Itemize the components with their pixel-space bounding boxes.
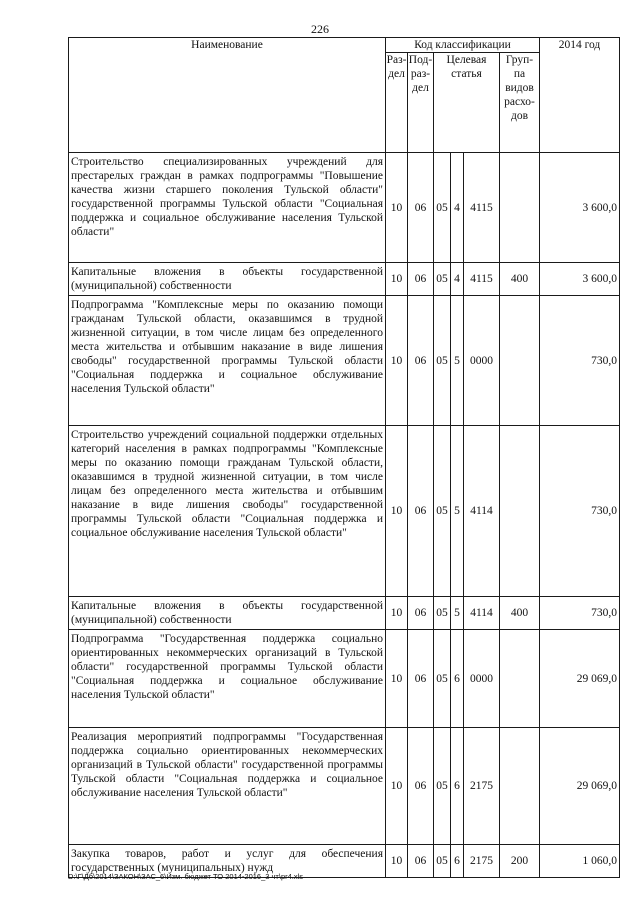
header-razdel: Раз- дел [386, 53, 408, 153]
row-cs-subprogram: 6 [451, 728, 464, 845]
row-cs-program: 05 [434, 296, 451, 426]
table-row [69, 153, 620, 263]
row-vid-rashodov [500, 728, 540, 845]
row-vid-rashodov [500, 630, 540, 728]
row-podrazdel: 06 [408, 426, 434, 597]
row-vid-rashodov [500, 296, 540, 426]
row-vid-rashodov [500, 426, 540, 597]
row-amount: 730,0 [540, 597, 620, 630]
file-path-footer: D:\Г\Дб\2014\ЗАКОН\ЗАС_6\Изм. бюджет ТО 2014-2016_3 чт\pr4.xls [68, 872, 304, 881]
row-cs-subprogram: 6 [451, 630, 464, 728]
page-number: 226 [311, 22, 329, 36]
table-row [69, 597, 620, 630]
row-cs-program: 05 [434, 426, 451, 597]
row-name: Капитальные вложения в объекты государственной (муниципальной) собственности [69, 263, 386, 296]
row-cs-subprogram: 4 [451, 153, 464, 263]
row-cs-direction: 0000 [464, 296, 500, 426]
row-podrazdel: 06 [408, 153, 434, 263]
row-podrazdel: 06 [408, 728, 434, 845]
header-celevaya-statya: Целевая статья [434, 53, 500, 153]
row-cs-subprogram: 4 [451, 263, 464, 296]
row-name: Подпрограмма "Государственная поддержка социально ориентированных некоммерческих организаций в Тульской области" государственной программы Тульской области "Социальная поддержка и социальное обслуживание населения Тульской области" [69, 630, 386, 728]
header-year: 2014 год [540, 38, 620, 153]
row-podrazdel: 06 [408, 263, 434, 296]
row-name: Реализация мероприятий подпрограммы "Государственная поддержка социально ориентированных некоммерческих организаций в Тульской области" государственной программы Тульской области "Социальная поддержка и социальное обслуживание населения Тульской области" [69, 728, 386, 845]
row-razdel: 10 [386, 845, 408, 878]
row-cs-subprogram: 5 [451, 597, 464, 630]
row-vid-rashodov: 400 [500, 263, 540, 296]
row-name: Закупка товаров, работ и услуг для обеспечения государственных (муниципальных) нужд [69, 845, 386, 878]
row-razdel: 10 [386, 153, 408, 263]
row-amount: 29 069,0 [540, 630, 620, 728]
row-razdel: 10 [386, 597, 408, 630]
row-amount: 730,0 [540, 296, 620, 426]
row-cs-subprogram: 5 [451, 426, 464, 597]
row-cs-program: 05 [434, 630, 451, 728]
table-row [69, 630, 620, 728]
row-vid-rashodov: 400 [500, 597, 540, 630]
row-cs-direction: 4115 [464, 153, 500, 263]
row-podrazdel: 06 [408, 296, 434, 426]
row-cs-program: 05 [434, 153, 451, 263]
row-amount: 3 600,0 [540, 153, 620, 263]
header-gruppa-vidov: Груп- па видов расхо- дов [500, 53, 540, 153]
row-razdel: 10 [386, 728, 408, 845]
row-cs-direction: 4114 [464, 426, 500, 597]
row-cs-program: 05 [434, 263, 451, 296]
row-cs-direction: 0000 [464, 630, 500, 728]
table-row [69, 728, 620, 845]
row-cs-program: 05 [434, 597, 451, 630]
row-razdel: 10 [386, 296, 408, 426]
row-amount: 3 600,0 [540, 263, 620, 296]
row-amount: 730,0 [540, 426, 620, 597]
row-cs-direction: 4115 [464, 263, 500, 296]
header-classification-code: Код классификации [386, 38, 540, 53]
row-podrazdel: 06 [408, 630, 434, 728]
row-cs-direction: 2175 [464, 728, 500, 845]
row-vid-rashodov [500, 153, 540, 263]
row-amount: 1 060,0 [540, 845, 620, 878]
row-cs-direction: 2175 [464, 845, 500, 878]
row-podrazdel: 06 [408, 845, 434, 878]
table-row [69, 426, 620, 597]
table-row [69, 296, 620, 426]
row-razdel: 10 [386, 426, 408, 597]
header-name: Наименование [69, 38, 386, 153]
header-row-top [69, 38, 620, 53]
row-cs-direction: 4114 [464, 597, 500, 630]
table-row [69, 263, 620, 296]
row-amount: 29 069,0 [540, 728, 620, 845]
row-cs-subprogram: 5 [451, 296, 464, 426]
row-cs-program: 05 [434, 728, 451, 845]
row-name: Строительство специализированных учреждений для престарелых граждан в рамках подпрограммы "Повышение качества жизни старшего поколения Тульской области" государственной программы Тульской области "Социальная поддержка и социальное обслуживание населения Тульской области" [69, 153, 386, 263]
header-podrazdel: Под- раз- дел [408, 53, 434, 153]
row-podrazdel: 06 [408, 597, 434, 630]
row-cs-subprogram: 6 [451, 845, 464, 878]
row-vid-rashodov: 200 [500, 845, 540, 878]
row-cs-program: 05 [434, 845, 451, 878]
row-razdel: 10 [386, 630, 408, 728]
row-razdel: 10 [386, 263, 408, 296]
budget-table [68, 37, 620, 878]
row-name: Подпрограмма "Комплексные меры по оказанию помощи гражданам Тульской области, оказавшимся в трудной жизненной ситуации, в том числе лицам без определенного места жительства и отбывшим наказание в виде лишения свободы" государственной программы Тульской области "Социальная поддержка и социальное обслуживание населения Тульской области" [69, 296, 386, 426]
row-name: Строительство учреждений социальной поддержки отдельных категорий населения в рамках подпрограммы "Комплексные меры по оказанию помощи гражданам Тульской области, оказавшимся в трудной жизненной ситуации, в том числе лицам без определенного места жительства и отбывшим наказание в виде лишения свободы" государственной программы Тульской области "Социальная поддержка и социальное обслуживание населения Тульской области" [69, 426, 386, 597]
row-name: Капитальные вложения в объекты государственной (муниципальной) собственности [69, 597, 386, 630]
